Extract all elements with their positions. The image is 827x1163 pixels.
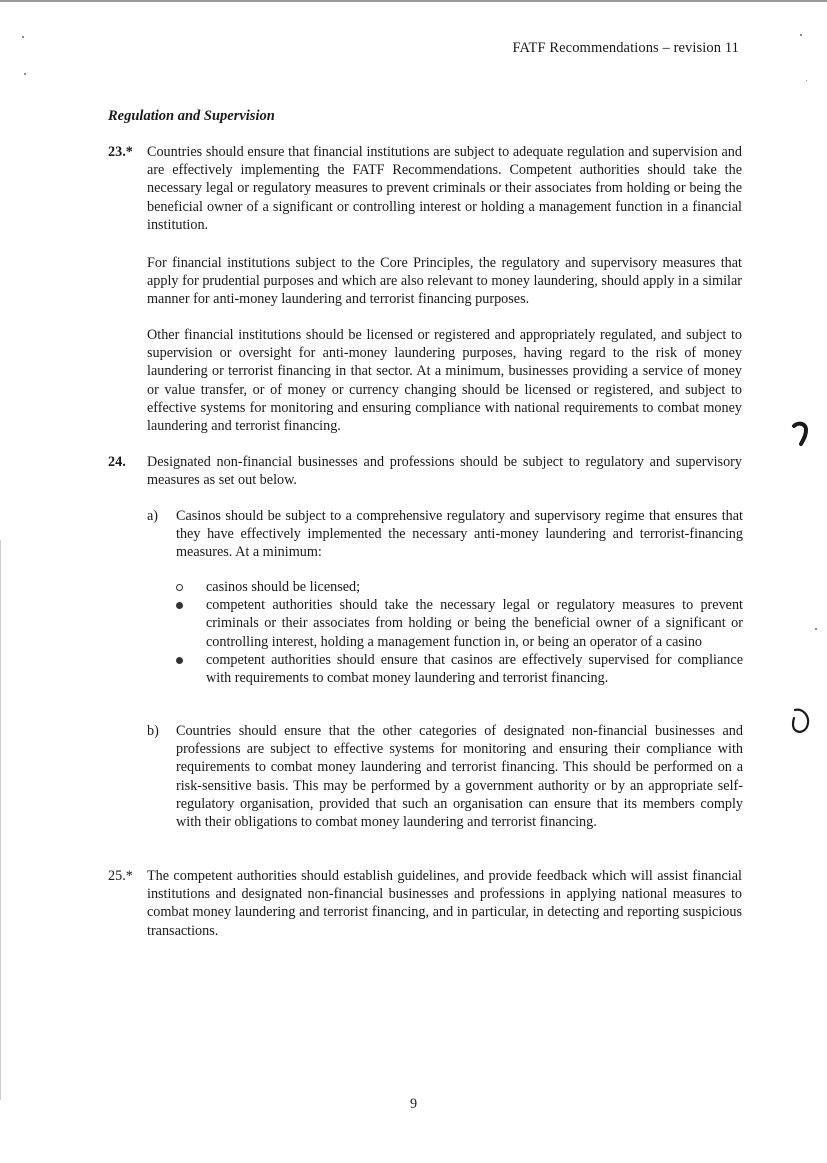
scan-speck	[815, 628, 817, 630]
bullet-icon	[176, 584, 183, 591]
scan-speck	[800, 34, 802, 36]
list-item-text: competent authorities should ensure that casinos are effectively supervised for compliance with requirements to combat money laundering and terrorist financing.	[206, 651, 743, 687]
rec-25-text: The competent authorities should establish guidelines, and provide feedback which will assist financial institutions and designated non-financial businesses and professions in applying national measures to combat money laundering and terrorist financing, and in particular, in detecting and reporting suspicious transactions.	[147, 868, 742, 939]
list-item	[176, 578, 743, 596]
scan-speck	[24, 73, 26, 75]
rec-24-number: 24.	[108, 454, 126, 470]
punch-hole-mark	[788, 706, 812, 736]
scan-edge-left	[0, 540, 1, 1100]
list-item-text: casinos should be licensed;	[206, 579, 361, 595]
scan-edge-top	[0, 0, 827, 2]
list-item	[176, 596, 743, 651]
bullet-icon	[176, 602, 183, 609]
rec-23-paragraph-2: For financial institutions subject to the Core Principles, the regulatory and supervisory measures that apply for prudential purposes and which are also relevant to money laundering, should apply in a similar manner for anti-money laundering and terrorist financing purposes.	[147, 255, 742, 308]
running-header: FATF Recommendations – revision 11	[512, 40, 739, 56]
rec-23-number: 23.*	[108, 144, 133, 160]
page-number: 9	[409, 1096, 418, 1112]
rec-23-paragraph-3: Other financial institutions should be licensed or registered and appropriately regulated, and subject to supervision or oversight for anti-money laundering purposes, having regard to the risk of money laundering or terrorist financing in that sector. At a minimum, businesses providing a service of money or value transfer, or of money or currency changing should be licensed or registered, and subject to effective systems for monitoring and ensuring compliance with national requirements to combat money laundering and terrorist financing.	[147, 327, 742, 435]
rec-24-a-text: Casinos should be subject to a comprehensive regulatory and supervisory regime that ensures that they have effectively implemented the necessary anti-money laundering and terrorist-financing measures. At a minimum:	[176, 508, 743, 561]
list-item	[176, 651, 743, 687]
scan-speck	[22, 36, 24, 38]
punch-hole-mark	[790, 420, 810, 448]
casino-requirements-list	[176, 578, 743, 687]
bullet-icon	[176, 657, 183, 664]
scan-speck	[806, 80, 807, 81]
rec-24-b-text: Countries should ensure that the other categories of designated non-financial businesses and professions are subject to effective systems for monitoring and ensuring their compliance with requirements to combat money laundering and terrorist financing. This should be performed on a risk-sensitive basis. This may be performed by a government authority or by an appropriate self-regulatory organisation, provided that such an organisation can ensure that its members comply with their obligations to combat money laundering and terrorist financing.	[176, 723, 743, 831]
rec-23-paragraph-1: Countries should ensure that financial institutions are subject to adequate regulation and supervision and are effectively implementing the FATF Recommendations. Competent authorities should take the necessary legal or regulatory measures to prevent criminals or their associates from holding or being the beneficial owner of a significant or controlling interest or holding a management function in a financial institution.	[147, 144, 742, 233]
rec-24-a-label: a)	[147, 508, 159, 524]
list-item-text: competent authorities should take the necessary legal or regulatory measures to prevent criminals or their associates from holding or being the beneficial owner of a significant or controlling interest, holding a management function in, or being an operator of a casino	[206, 597, 743, 650]
section-title: Regulation and Supervision	[108, 108, 275, 124]
rec-24-intro: Designated non-financial businesses and professions should be subject to regulatory and supervisory measures as set out below.	[147, 454, 742, 489]
rec-25-number: 25.*	[108, 868, 133, 884]
rec-24-b-label: b)	[147, 723, 159, 739]
